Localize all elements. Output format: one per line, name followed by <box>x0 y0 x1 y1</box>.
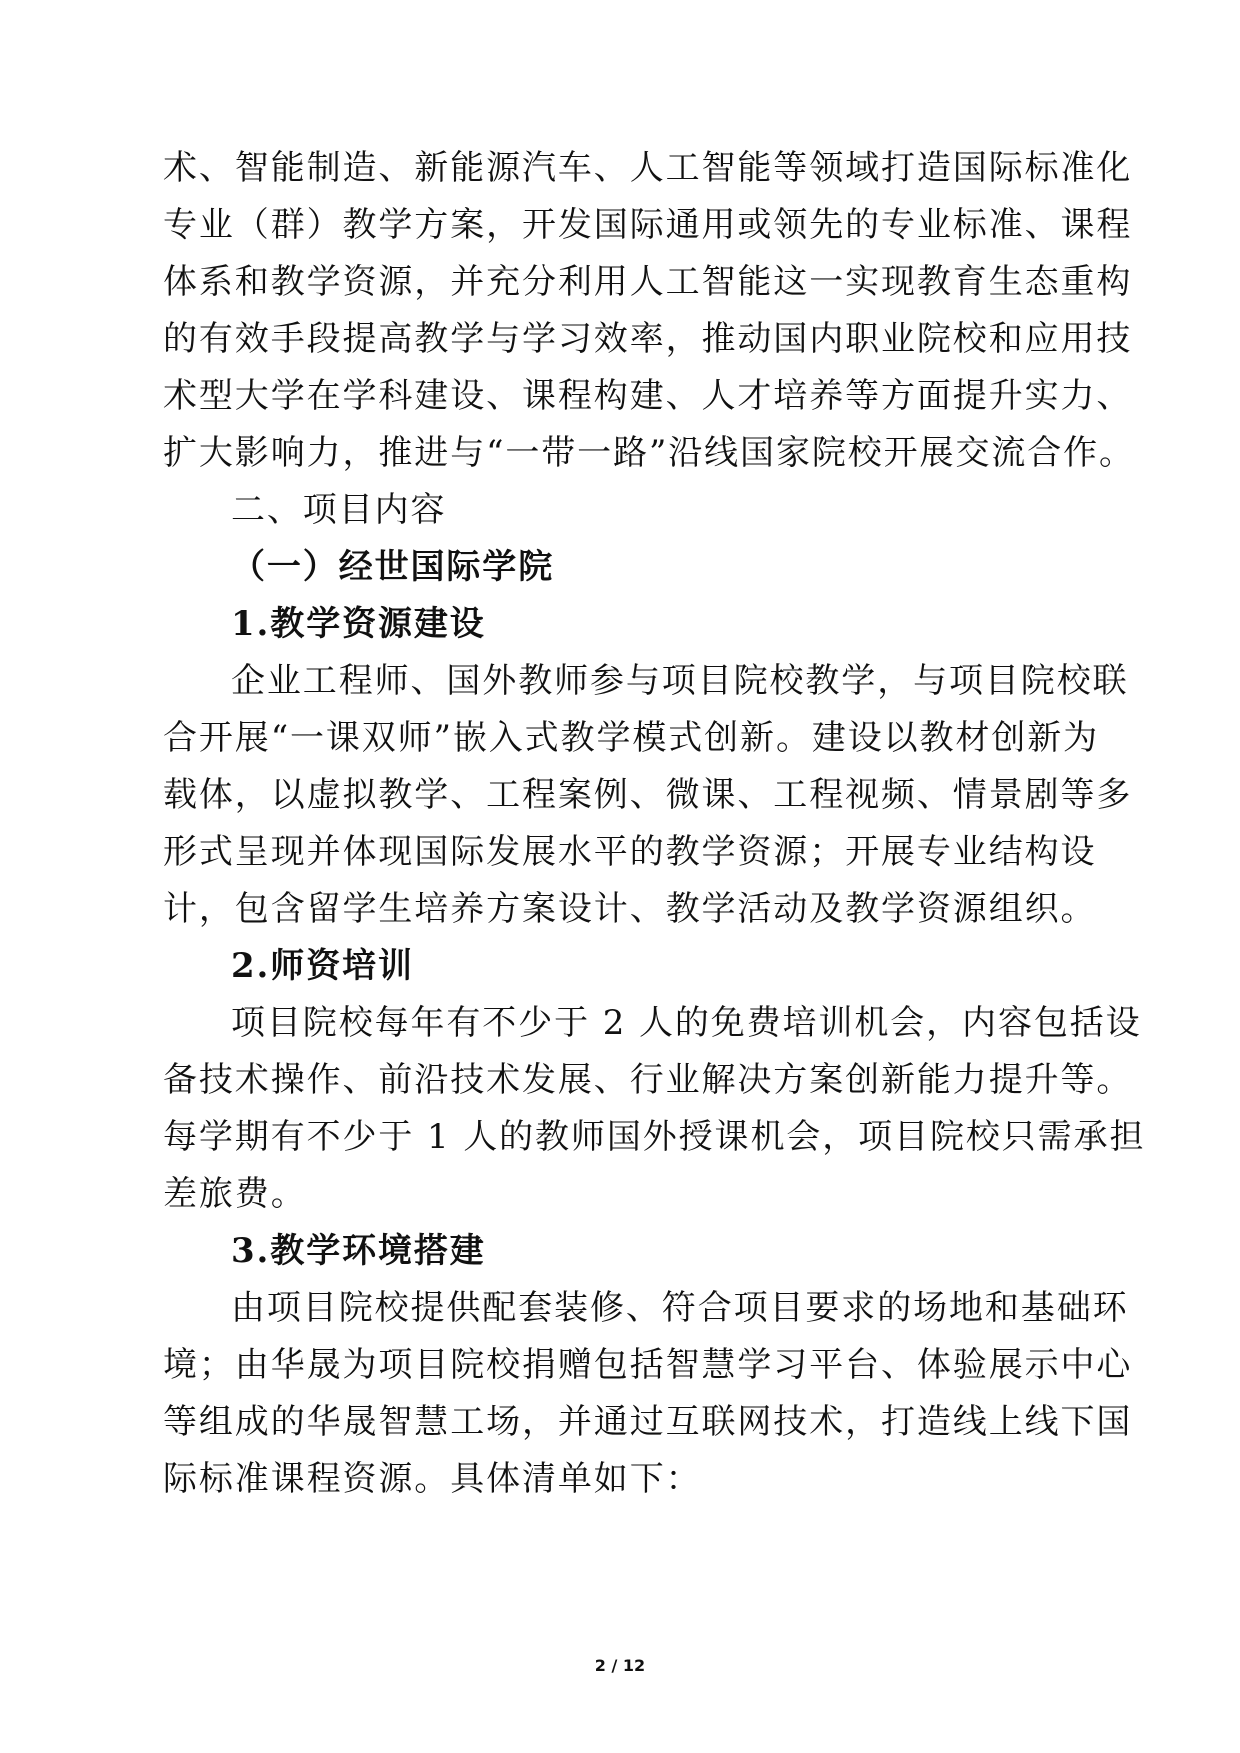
paragraph-line: 际标准课程资源。具体清单如下： <box>163 1459 702 1499</box>
page-number: 2 / 12 <box>594 1656 646 1675</box>
paragraph-line: 计，包含留学生培养方案设计、教学活动及教学资源组织。 <box>163 889 1097 929</box>
paragraph-line: 等组成的华晟智慧工场，并通过互联网技术，打造线上线下国 <box>163 1402 1133 1442</box>
paragraph-line: 合开展“一课双师”嵌入式教学模式创新。建设以教材创新为 <box>163 718 1100 758</box>
document-body <box>163 140 1146 1508</box>
paragraph-line: 载体，以虚拟教学、工程案例、微课、工程视频、情景剧等多 <box>163 775 1133 815</box>
paragraph-line: 每学期有不少于 1 人的教师国外授课机会，项目院校只需承担 <box>163 1117 1146 1157</box>
paragraph-line: 专业（群）教学方案，开发国际通用或领先的专业标准、课程 <box>163 205 1133 245</box>
item3-heading: 3.教学环境搭建 <box>231 1231 486 1271</box>
paragraph-line: 术型大学在学科建设、课程构建、人才培养等方面提升实力、 <box>163 376 1133 416</box>
paragraph-line: 企业工程师、国外教师参与项目院校教学，与项目院校联 <box>231 661 1129 701</box>
paragraph-line: 差旅费。 <box>163 1174 307 1214</box>
paragraph-line: 扩大影响力，推进与“一带一路”沿线国家院校开展交流合作。 <box>163 433 1135 473</box>
paragraph-line: 项目院校每年有不少于 2 人的免费培训机会，内容包括设 <box>231 1003 1142 1043</box>
paragraph-line: 的有效手段提高教学与学习效率，推动国内职业院校和应用技 <box>163 319 1133 359</box>
paragraph-line: 由项目院校提供配套装修、符合项目要求的场地和基础环 <box>231 1288 1129 1328</box>
paragraph-line: 形式呈现并体现国际发展水平的教学资源；开展专业结构设 <box>163 832 1097 872</box>
section-heading: 二、项目内容 <box>231 490 447 530</box>
paragraph-line: 境；由华晟为项目院校捐赠包括智慧学习平台、体验展示中心 <box>163 1345 1133 1385</box>
item2-heading: 2.师资培训 <box>231 946 414 986</box>
paragraph-line: 术、智能制造、新能源汽车、人工智能等领域打造国际标准化 <box>163 148 1133 188</box>
paragraph-line: 体系和教学资源，并充分利用人工智能这一实现教育生态重构 <box>163 262 1133 302</box>
item1-heading: 1.教学资源建设 <box>231 604 486 644</box>
paragraph-line: 备技术操作、前沿技术发展、行业解决方案创新能力提升等。 <box>163 1060 1133 1100</box>
subsection-heading: （一）经世国际学院 <box>231 547 555 587</box>
